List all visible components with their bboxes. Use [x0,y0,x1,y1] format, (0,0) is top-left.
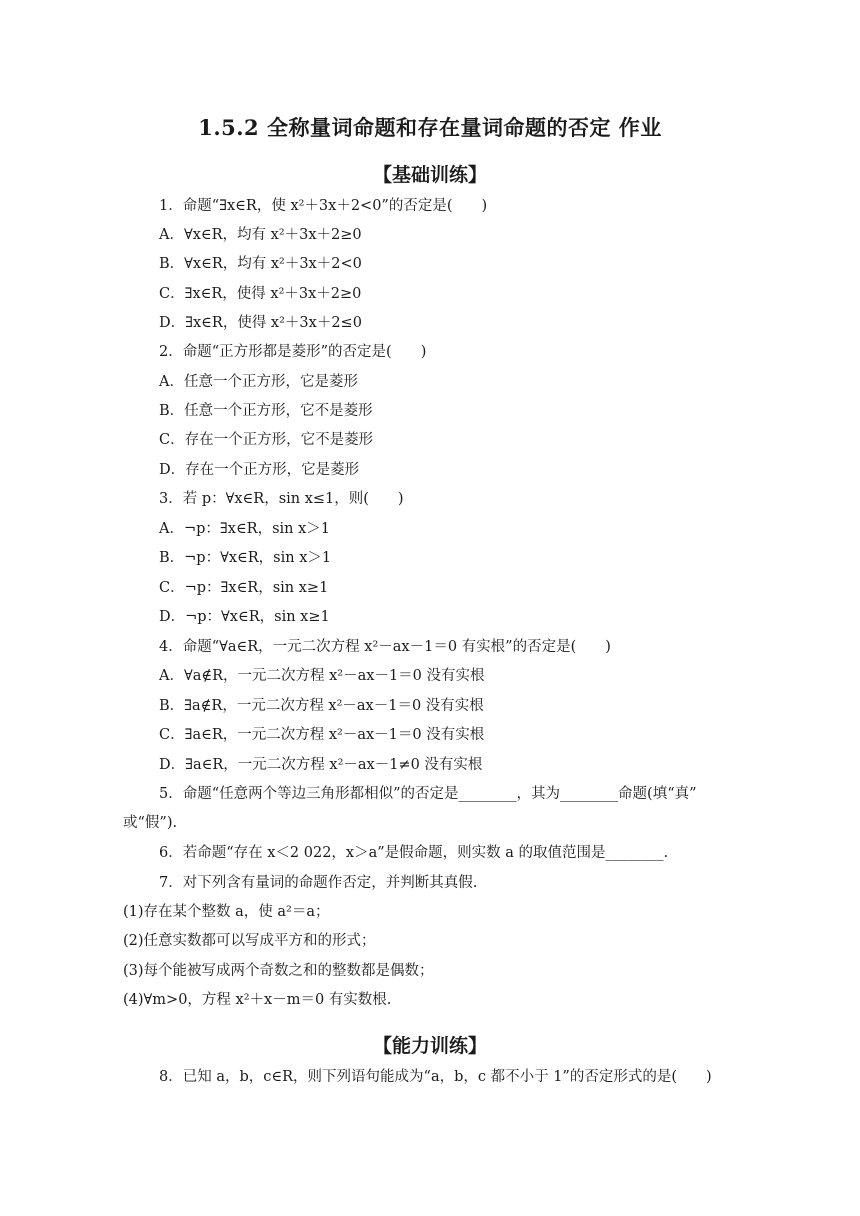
q4-option-b: B．∃a∉R，一元二次方程 x²－ax－1＝0 没有实根 [159,698,484,714]
section-heading-ability: 【能力训练】 [372,1035,487,1057]
q3-option-c: C．¬p：∃x∈R，sin x≥1 [159,580,329,596]
q2-option-b: B．任意一个正方形，它不是菱形 [159,403,373,419]
q4-option-a: A．∀a∉R，一元二次方程 x²－ax－1＝0 没有实根 [159,668,485,684]
question-8: 8．已知 a，b，c∈R，则下列语句能成为“a，b，c 都不小于 1”的否定形式的是( ) [159,1069,712,1085]
question-1: 1．命题“∃x∈R，使 x²＋3x＋2<0”的否定是( ) [159,198,488,214]
q1-option-c: C．∃x∈R，使得 x²＋3x＋2≥0 [159,286,362,302]
question-5-continued: 或“假”). [123,815,178,831]
q7-part-3: (3)每个能被写成两个奇数之和的整数都是偶数； [123,963,434,979]
section-heading-basic: 【基础训练】 [372,164,487,186]
q7-part-4: (4)∀m>0，方程 x²＋x－m＝0 有实数根. [123,992,392,1008]
q1-option-b: B．∀x∈R，均有 x²＋3x＋2<0 [159,256,362,272]
q2-option-c: C．存在一个正方形，它不是菱形 [159,432,374,448]
question-7: 7．对下列含有量词的命题作否定，并判断其真假. [159,875,478,891]
question-4: 4．命题“∀a∈R，一元二次方程 x²－ax－1＝0 有实根”的否定是( ) [159,639,611,655]
q3-option-b: B．¬p：∀x∈R，sin x＞1 [159,550,332,566]
q1-option-d: D．∃x∈R，使得 x²＋3x＋2≤0 [159,315,362,331]
question-3: 3．若 p：∀x∈R，sin x≤1，则( ) [159,491,404,507]
question-5: 5．命题“任意两个等边三角形都相似”的否定是________，其为________命题(填“真” [159,786,697,802]
q7-part-2: (2)任意实数都可以写成平方和的形式； [123,933,376,949]
q7-part-1: (1)存在某个整数 a，使 a²＝a； [123,904,330,920]
q3-option-d: D．¬p：∀x∈R，sin x≥1 [159,609,330,625]
q1-option-a: A．∀x∈R，均有 x²＋3x＋2≥0 [159,227,362,243]
q3-option-a: A．¬p：∃x∈R，sin x＞1 [159,521,331,537]
q2-option-a: A．任意一个正方形，它是菱形 [159,374,358,390]
page-title: 1.5.2 全称量词命题和存在量词命题的否定 作业 [198,115,662,140]
q4-option-d: D．∃a∈R，一元二次方程 x²－ax－1≠0 没有实根 [159,757,483,773]
q4-option-c: C．∃a∈R，一元二次方程 x²－ax－1＝0 没有实根 [159,727,485,743]
q2-option-d: D．存在一个正方形，它是菱形 [159,462,360,478]
question-6: 6．若命题“存在 x＜2 022，x＞a”是假命题，则实数 a 的取值范围是________. [159,845,669,861]
question-2: 2．命题“正方形都是菱形”的否定是( ) [159,344,427,360]
